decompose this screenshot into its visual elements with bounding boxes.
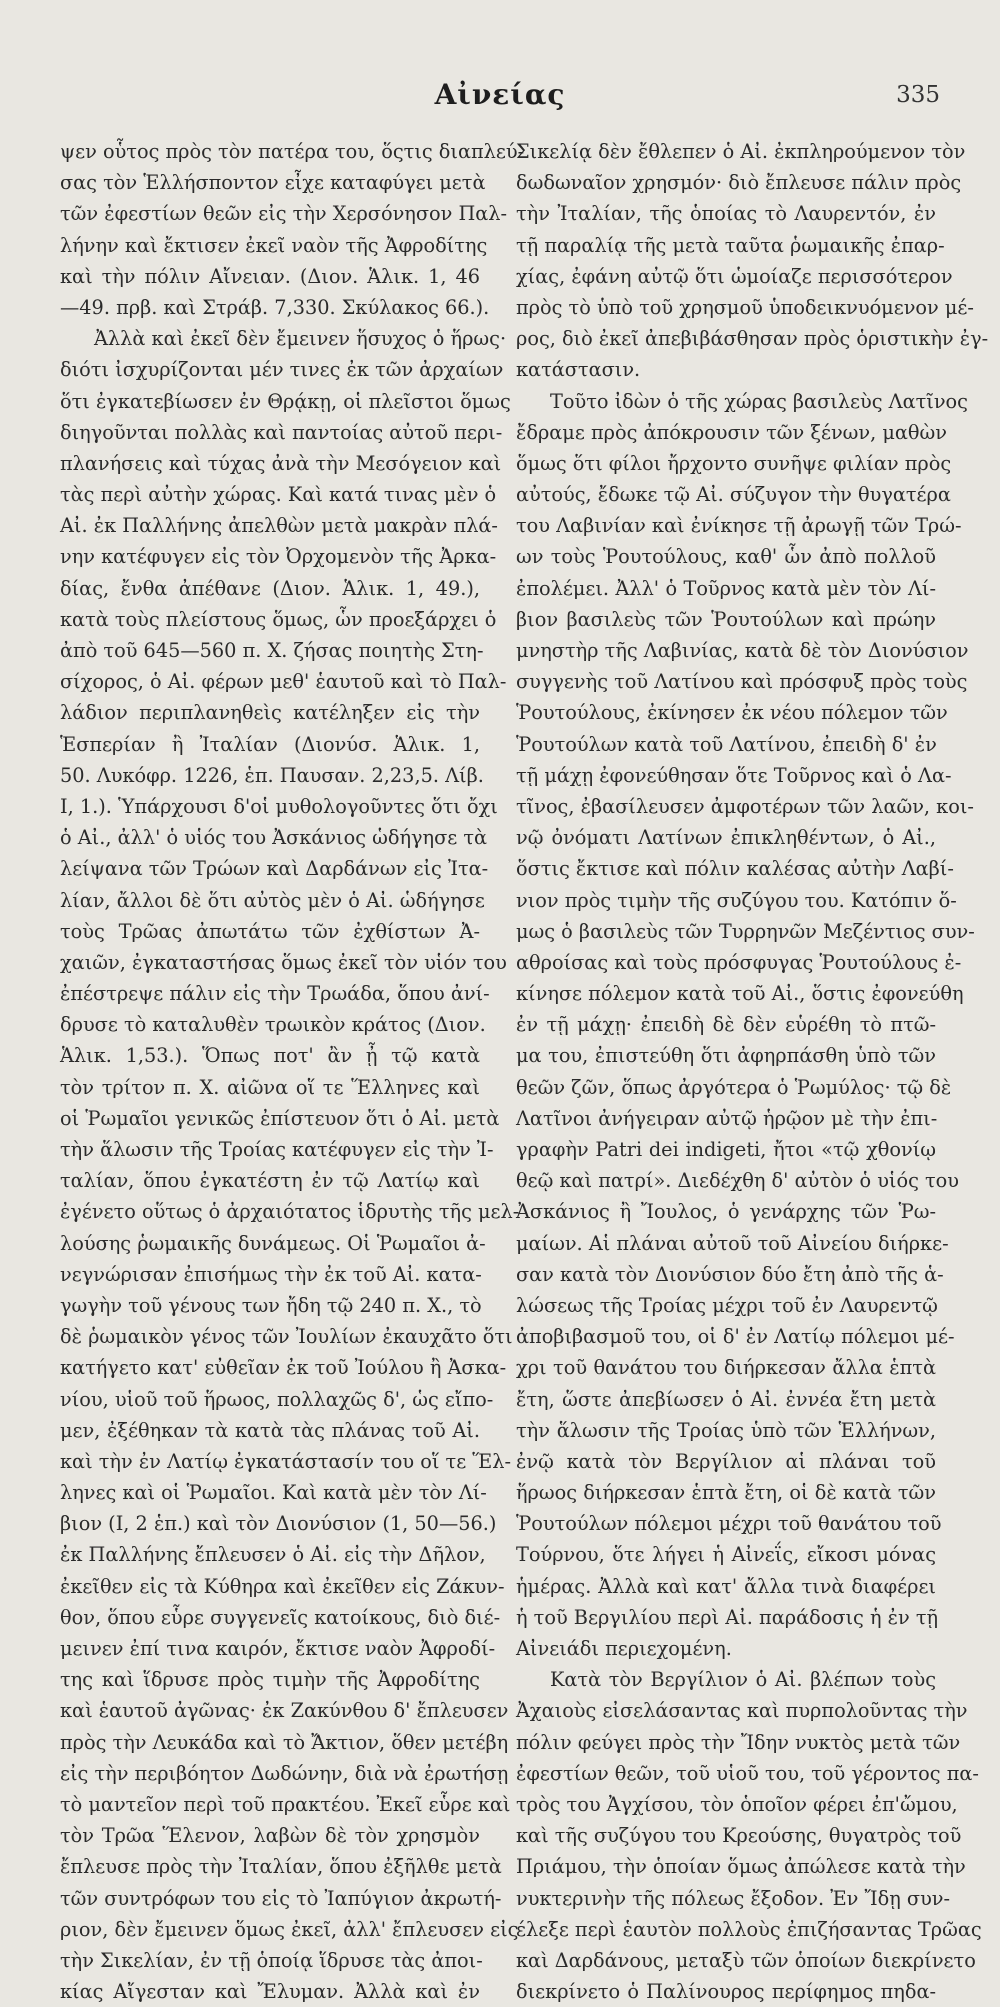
text-line: κίνησε πόλεμον κατὰ τοῦ Αἰ., ὅστις ἐφονεύθη [516,982,964,1006]
text-line: ἔδραμε πρὸς ἀπόκρουσιν τῶν ξένων, μαθὼν [516,420,947,444]
text-line: Ῥουτούλων κατὰ τοῦ Λατίνου, ἐπειδὴ δ' ἐν [516,732,937,756]
text-line: κατήγετο κατ' εὐθεῖαν ἐκ τοῦ Ἰούλου ἢ Ἀσκα- [60,1356,507,1380]
text-line: ὁ Αἰ., ἀλλ' ὁ υἱός του Ἀσκάνιος ὡδήγησε τὰ [60,826,488,850]
text-line: ἀπὸ τοῦ 645—560 π. Χ. ζήσας ποιητὴς Στη- [60,639,484,662]
text-line: σίχορος, ὁ Αἰ. φέρων μεθ' ἑαυτοῦ καὶ τὸ Παλ- [60,670,507,694]
page-number: 335 [896,82,940,108]
text-line: Ἀσκάνιος ἢ Ἴουλος, ὁ γενάρχης τῶν Ῥω- [516,1200,936,1224]
text-line: αὐτούς, ἔδωκε τῷ Αἰ. σύζυγον τὴν θυγατέρα [516,483,951,507]
text-line: συγγενὴς τοῦ Λατίνου καὶ πρόσφυξ πρὸς τοὺς [516,670,968,694]
text-line: ἔπλευσε πρὸς τὴν Ἰταλίαν, ὅπου ἐξῆλθε μετὰ [60,1855,502,1879]
text-line: τὴν Σικελίαν, ἐν τῇ ὁποίᾳ ἵδρυσε τὰς ἀποι- [60,1948,483,1972]
text-line: εἰς τὴν περιβόητον Δωδώνην, διὰ νὰ ἐρωτήσῃ [60,1761,509,1785]
text-line: δίας, ἔνθα ἀπέθανε (Διον. Ἁλικ. 1, 49.), [60,576,480,600]
text-line: ἐν τῇ μάχῃ· ἐπειδὴ δὲ δὲν εὑρέθη τὸ πτῶ- [516,1013,936,1037]
text-line: μνηστὴρ τῆς Λαβινίας, κατὰ δὲ τὸν Διονύσιον [516,639,969,662]
text-line: Ἀχαιοὺς εἰσελάσαντας καὶ πυρπολοῦντας τὴν [516,1699,968,1723]
text-line: ἀποβιβασμοῦ του, οἱ δ' ἐν Λατίῳ πόλεμοι μέ- [516,1325,955,1349]
text-line: γραφὴν Patri dei indigeti, ἤτοι «τῷ χθονίῳ [516,1138,936,1161]
text-line: ἐπέστρεψε πάλιν εἰς τὴν Τρωάδα, ὅπου ἀνί- [60,982,490,1006]
text-line: καὶ τὴν πόλιν Αἴνειαν. (Διον. Ἁλικ. 1, 46 [60,264,480,288]
text-columns [60,136,989,2007]
text-line: πλανήσεις καὶ τύχας ἀνὰ τὴν Μεσόγειον καὶ [60,451,502,475]
text-line: Κατὰ τὸν Βεργίλιον ὁ Αἰ. βλέπων τοὺς [550,1668,936,1692]
text-line: ψεν οὗτος πρὸς τὸν πατέρα του, ὅςτις διαπλεύ- [60,140,525,163]
text-line: ἔτη, ὥστε ἀπεβίωσεν ὁ Αἰ. ἐννέα ἔτη μετὰ [516,1387,936,1411]
text-line: θεῷ καὶ πατρί». Διεδέχθη δ' αὐτὸν ὁ υἱός του [516,1169,960,1193]
text-line: θον, ὅπου εὗρε συγγενεῖς κατοίκους, διὸ διέ- [60,1605,501,1629]
text-line: έλεξε περὶ ἑαυτὸν πολλοὺς ἐπιζήσαντας Τρῶας [516,1917,982,1941]
text-line: κατὰ τοὺς πλείστους ὅμως, ὧν προεξάρχει ὁ [60,607,497,631]
text-line: νῷ ὀνόματι Λατίνων ἐπικληθέντων, ὁ Αἰ., [516,826,936,850]
text-line: καὶ τὴν ἐν Λατίῳ ἐγκατάστασίν του οἵ τε Ἕλ- [60,1449,511,1473]
text-line: Αἰνειάδι περιεχομένη. [516,1637,732,1660]
text-line: τῖνος, ἐβασίλευσεν ἀμφοτέρων τῶν λαῶν, κοι- [516,794,974,818]
text-line: ἐνῷ κατὰ τὸν Βεργίλιον αἱ πλάναι τοῦ [516,1449,936,1473]
text-line: νιον πρὸς τιμὴν τῆς συζύγου του. Κατόπιν ὅ- [516,888,957,912]
text-line: Αἰ. ἐκ Παλλήνης ἀπελθὼν μετὰ μακρὰν πλά- [60,514,498,538]
text-line: τὴν Ἰταλίαν, τῆς ὁποίας τὸ Λαυρεντόν, ἐν [516,202,936,226]
text-line: γωγὴν τοῦ γένους των ἤδη τῷ 240 π. Χ., τὸ [60,1293,482,1317]
text-line: λώσεως τῆς Τροίας μέχρι τοῦ ἐν Λαυρεντῷ [516,1293,938,1317]
text-line: Σικελίᾳ δὲν ἔθλεπεν ὁ Αἰ. ἐκπληρούμενον τὸν [516,140,966,163]
running-title: Αἰνείας [434,78,566,111]
text-line: μα του, ἐπιστεύθη ὅτι ἀφηρπάσθη ὑπὸ τῶν [516,1044,936,1068]
text-line: νίου, υἱοῦ τοῦ ἥρωος, πολλαχῶς δ', ὡς εἴπο- [60,1387,494,1411]
text-line: νεγνώρισαν ἐπισήμως τὴν ἐκ τοῦ Αἰ. κατα- [60,1262,482,1286]
text-line: λείψανα τῶν Τρώων καὶ Δαρδάνων εἰς Ἰτα- [60,857,489,881]
text-line: τὴν ἅλωσιν τῆς Τροίας ὑπὸ τῶν Ἑλλήνων, [516,1418,936,1442]
text-line: τρὸς του Ἀγχίσου, τὸν ὁποῖον φέρει ἐπ'ὤμου, [516,1792,958,1816]
text-line: τῶν ἐφεστίων θεῶν εἰς τὴν Χερσόνησον Παλ- [60,202,508,226]
text-line: πρὸς τὴν Λευκάδα καὶ τὸ Ἄκτιον, ὅθεν μετέβη [60,1730,509,1754]
text-line: Ῥουτούλους, ἐκίνησεν ἐκ νέου πόλεμον τῶν [516,701,948,725]
text-line: ων τοὺς Ῥουτούλους, καθ' ὧν ἀπὸ πολλοῦ [516,545,936,569]
text-line: χίας, ἐφάνη αὐτῷ ὅτι ὡμοίαζε περισσότερον [516,264,953,288]
text-line: καὶ ἑαυτοῦ ἀγῶνας· ἐκ Ζακύνθου δ' ἔπλευσεν [60,1699,509,1723]
text-line: πρὸς τὸ ὑπὸ τοῦ χρησμοῦ ὑποδεικνυόμενον μέ- [516,295,974,319]
right-column [516,136,989,2007]
text-line: σαν κατὰ τὸν Διονύσιον δύο ἔτη ἀπὸ τῆς ἁ- [516,1262,944,1286]
text-line: οἱ Ῥωμαῖοι γενικῶς ἐπίστευον ὅτι ὁ Αἰ. μετὰ [60,1106,500,1130]
text-line: ἐπολέμει. Ἀλλ' ὁ Τοῦρνος κατὰ μὲν τὸν Λί- [516,576,936,600]
text-line: ἐκ Παλλήνης ἔπλευσεν ὁ Αἰ. εἰς τὴν Δῆλον, [60,1543,486,1567]
text-line: τὸν Τρῶα Ἕλενον, λαβὼν δὲ τὸν χρησμὸν [60,1824,480,1848]
text-line: μαίων. Αἱ πλάναι αὐτοῦ τοῦ Αἰνείου διήρκε- [516,1231,949,1255]
text-line: τὸ μαντεῖον περὶ τοῦ πρακτέου. Ἐκεῖ εὗρε καὶ [60,1792,511,1816]
text-line: δὲ ῥωμαικὸν γένος τῶν Ἰουλίων ἐκαυχᾶτο ὅτι [60,1325,513,1349]
text-line: βιον βασιλεὺς τῶν Ῥουτούλων καὶ πρώην [516,607,936,631]
text-line: μεινεν ἐπί τινα καιρόν, ἔκτισε ναὸν Ἀφροδί- [60,1637,496,1660]
text-line: ἐγένετο οὕτως ὁ ἀρχαιότατος ἱδρυτὴς τῆς μελ- [60,1200,520,1224]
text-line: Ἁλικ. 1,53.). Ὅπως ποτ' ἂν ᾖ τῷ κατὰ [60,1044,480,1068]
text-line: Ι, 1.). Ὑπάρχουσι δ'οἱ μυθολογοῦντες ὅτι ὄχι [60,794,498,818]
text-line: ὅστις ἔκτισε καὶ πόλιν καλέσας αὐτὴν Λαβί- [516,857,954,881]
text-line: ἐφεστίων θεῶν, τοῦ υἱοῦ του, τοῦ γέροντος πα- [516,1761,979,1785]
text-line: λήνην καὶ ἔκτισεν ἐκεῖ ναὸν τῆς Ἀφροδίτης [60,233,488,257]
text-line: ὅμως ὅτι φίλοι ἤρχοντο συνῆψε φιλίαν πρὸς [516,451,952,475]
text-line: μως ὁ βασιλεὺς τῶν Τυρρηνῶν Μεζέντιος συν- [516,919,975,943]
text-line: ριον, δὲν ἔμεινεν ὅμως ἐκεῖ, ἀλλ' ἔπλευσεν εἰς [60,1917,519,1941]
text-line: χαιῶν, ἐγκαταστήσας ὅμως ἐκεῖ τὸν υἱόν του [60,950,507,974]
text-line: δρυσε τὸ καταλυθὲν τρωικὸν κράτος (Διον. [60,1013,486,1037]
left-column [60,136,525,2007]
text-line: θεῶν ζῶν, ὅπως ἀργότερα ὁ Ῥωμύλος· τῷ δὲ [516,1075,952,1099]
text-line: τοὺς Τρῶας ἀπωτάτω τῶν ἐχθίστων Ἀ- [60,919,480,943]
text-line: καὶ τῆς συζύγου του Κρεούσης, θυγατρὸς τοῦ [516,1824,962,1848]
text-line: διότι ἰσχυρίζονται μέν τινες ἐκ τῶν ἀρχαίων [60,358,504,382]
text-line: αθροίσας καὶ τοὺς πρόσφυγας Ῥουτούλους ἐ- [516,950,962,974]
text-line: Τούρνου, ὅτε λήγει ἡ Αἰνεΐς, εἴκοσι μόνας [516,1543,936,1567]
text-line: τὴν ἅλωσιν τῆς Τροίας κατέφυγεν εἰς τὴν Ἰ- [60,1138,494,1161]
text-line: χρι τοῦ θανάτου του διήρκεσαν ἄλλα ἑπτὰ [516,1356,936,1380]
text-line: λάδιον περιπλανηθεὶς κατέληξεν εἰς τὴν [60,701,480,725]
text-line: τῇ παραλίᾳ τῆς μετὰ ταῦτα ῥωμαικῆς ἐπαρ- [516,233,945,257]
text-line: λούσης ῥωμαικῆς δυνάμεως. Οἱ Ῥωμαῖοι ἀ- [60,1231,486,1255]
text-line: ταλίαν, ὅπου ἐγκατέστη ἐν τῷ Λατίῳ καὶ [60,1169,480,1193]
page-header [60,78,940,118]
text-line: ἡ τοῦ Βεργιλίου περὶ Αἰ. παράδοσις ἡ ἐν τῇ [516,1605,939,1629]
text-line: βιον (Ι, 2 ἑπ.) καὶ τὸν Διονύσιον (1, 50—56.) [60,1512,497,1536]
text-line: ληνες καὶ οἱ Ῥωμαῖοι. Καὶ κατὰ μὲν τὸν Λί- [60,1481,487,1505]
text-line: Ἀλλὰ καὶ ἐκεῖ δὲν ἔμεινεν ἥσυχος ὁ ἥρως· [94,327,507,351]
text-line: νυκτερινὴν τῆς πόλεως ἔξοδον. Ἐν Ἴδῃ συν- [516,1886,951,1910]
text-line: Ῥουτούλων πόλεμοι μέχρι τοῦ θανάτου τοῦ [516,1512,942,1536]
text-line: μεν, ἐξέθηκαν τὰ κατὰ τὰς πλάνας τοῦ Αἰ. [60,1418,480,1442]
text-line: διηγοῦνται πολλὰς καὶ παντοίας αὐτοῦ περι- [60,420,503,444]
text-line: δωδωναῖον χρησμόν· διὸ ἔπλευσε πάλιν πρὸς [516,171,962,195]
text-line: διεκρίνετο ὁ Παλίνουρος περίφημος πηδα- [516,1980,936,2004]
text-line: ἐκεῖθεν εἰς τὰ Κύθηρα καὶ ἐκεῖθεν εἰς Ζάκυν- [60,1574,505,1598]
text-line: —49. πρβ. καὶ Στράβ. 7,330. Σκύλακος 66.). [60,295,490,319]
text-line: ρος, διὸ ἐκεῖ ἀπεβιβάσθησαν πρὸς ὁριστικὴν ἐγ- [516,327,989,351]
text-line: λίαν, ἄλλοι δὲ ὅτι αὐτὸς μὲν ὁ Αἰ. ὡδήγησε [60,888,485,912]
text-line: 50. Λυκόφρ. 1226, ἑπ. Παυσαν. 2,23,5. Λίβ. [60,763,484,787]
text-line: τῇ μάχῃ ἐφονεύθησαν ὅτε Τοῦρνος καὶ ὁ Λα- [516,763,952,787]
text-line: του Λαβινίαν καὶ ἐνίκησε τῇ ἀρωγῇ τῶν Τρώ- [516,514,962,538]
text-line: κατάστασιν. [516,358,641,382]
text-line: Ἑσπερίαν ἢ Ἰταλίαν (Διονύσ. Ἁλικ. 1, [60,732,480,756]
text-line: ἡμέρας. Ἀλλὰ καὶ κατ' ἄλλα τινὰ διαφέρει [516,1574,936,1598]
text-line: της καὶ ἵδρυσε πρὸς τιμὴν τῆς Ἀφροδίτης [60,1668,480,1692]
text-line: ἥρωος διήρκεσαν ἑπτὰ ἔτη, οἱ δὲ κατὰ τῶν [516,1481,936,1505]
text-line: ὅτι ἐγκατεβίωσεν ἐν Θρᾴκῃ, οἱ πλεῖστοι ὅμως [60,389,511,413]
text-line: τὰς περὶ αὐτὴν χώρας. Καὶ κατά τινας μὲν ὁ [60,483,497,507]
text-line: νην κατέφυγεν εἰς τὸν Ὀρχομενὸν τῆς Ἀρκα- [60,545,497,569]
text-line: τὸν τρίτον π. Χ. αἰῶνα οἵ τε Ἕλληνες καὶ [60,1075,480,1099]
text-line: Τοῦτο ἰδὼν ὁ τῆς χώρας βασιλεὺς Λατῖνος [550,389,968,413]
text-line: πόλιν φεύγει πρὸς τὴν Ἴδην νυκτὸς μετὰ τῶν [516,1730,961,1754]
text-line: τῶν συντρόφων του εἰς τὸ Ἰαπύγιον ἀκρωτή- [60,1886,502,1910]
text-line: Λατῖνοι ἀνήγειραν αὐτῷ ἡρῷον μὲ τὴν ἐπι- [516,1106,938,1130]
text-line: σας τὸν Ἑλλήσποντον εἶχε καταφύγει μετὰ [60,171,486,195]
text-line: κίας Αἴγεσταν καὶ Ἔλυμαν. Ἀλλὰ καὶ ἐν [60,1980,480,2004]
text-line: καὶ Δαρδάνους, μεταξὺ τῶν ὁποίων διεκρίνετο [516,1948,976,1972]
text-line: Πριάμου, τὴν ὁποίαν ὅμως ἀπώλεσε κατὰ τὴν [516,1855,966,1879]
